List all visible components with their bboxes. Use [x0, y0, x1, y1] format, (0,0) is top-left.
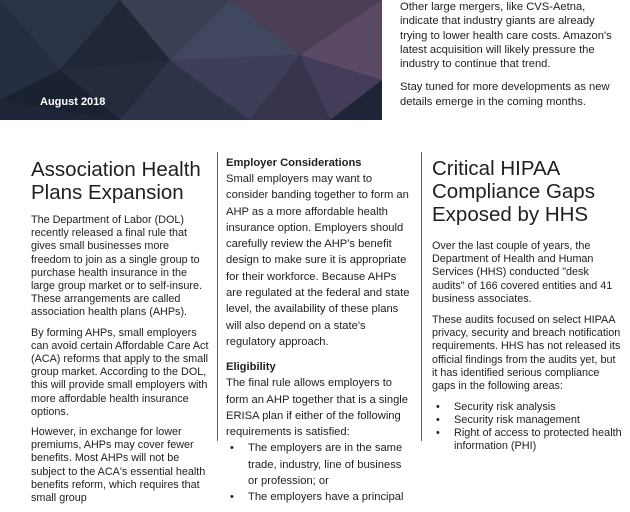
- article-title: Association Health Plans Expansion: [31, 158, 201, 204]
- list-item: • The employers have a principal: [226, 489, 414, 505]
- article-ahp: [31, 148, 211, 512]
- article-hipaa: [432, 148, 622, 452]
- article-paragraph: Over the last couple of years, the Department of Health and Human Services (HHS) conducted "desk audits" of 166 covered entities and 41 business associates.: [432, 240, 613, 305]
- list-item: • The employers are in the same trade, industry, line of business or profession; or: [230, 442, 403, 488]
- bullet-icon: •: [436, 426, 440, 439]
- list-item: • Security risk management: [436, 414, 580, 427]
- article-paragraph: The final rule allows employers to form an AHP together that is a single ERISA plan if either of the following requirements is satisfied:: [226, 377, 409, 439]
- continued-paragraph: Other large mergers, like CVS-Aetna, indicate that industry giants are already trying to lower health care costs. Amazon's latest acquisition will likely pressure the industry to continue that trend.: [400, 1, 612, 71]
- requirements-list: [226, 440, 414, 505]
- article-paragraph: Small employers may want to consider banding together to form an AHP as a more affordable health insurance option. Employers should carefully review the AHP's benefit design to make sure it is appropriate for their workforce. Because AHPs are regulated at the federal and state level, the availability of these plans will also depend on a state's regulatory approach.: [226, 173, 410, 348]
- compliance-gaps-list: [432, 401, 622, 452]
- article-ahp-continued: [226, 148, 414, 506]
- article-paragraph: However, in exchange for lower premiums, AHPs may cover fewer benefits. Most AHPs will not be subject to the ACA's essential health benefits reform, which requires that small group: [31, 426, 206, 505]
- continued-article: [400, 0, 615, 118]
- article-paragraph: By forming AHPs, small employers can avoid certain Affordable Care Act (ACA) reforms that apply to the small group market. According to the DOL, this will provide small employers with more affordable health insurance options.: [31, 326, 209, 418]
- column-divider: [421, 152, 422, 441]
- section-heading: Employer Considerations: [226, 157, 362, 169]
- article-title: Critical HIPAA Compliance Gaps Exposed by HHS: [432, 157, 595, 226]
- section-heading: Eligibility: [226, 361, 276, 374]
- continued-paragraph: Stay tuned for more developments as new details emerge in the coming months.: [400, 81, 610, 108]
- article-paragraph: These audits focused on select HIPAA privacy, security and breach notification requirements. HHS has not released its official findings from the audits yet, but it has identified serious compliance gaps in the following areas:: [432, 314, 621, 393]
- bullet-icon: •: [230, 442, 234, 455]
- bullet-icon: •: [436, 414, 440, 427]
- column-divider: [217, 152, 218, 441]
- list-item: • Right of access to protected health information (PHI): [436, 426, 622, 452]
- issue-date: August 2018: [40, 96, 106, 108]
- header-banner: [0, 0, 382, 120]
- bullet-icon: •: [230, 491, 234, 504]
- bullet-icon: •: [436, 401, 440, 414]
- list-item: • Security risk analysis: [436, 401, 556, 414]
- article-paragraph: The Department of Labor (DOL) recently released a final rule that gives small businesses more freedom to join as a single group to purchase health insurance in the large group market or to self-insure. These arrangements are called association health plans (AHPs).: [31, 214, 203, 319]
